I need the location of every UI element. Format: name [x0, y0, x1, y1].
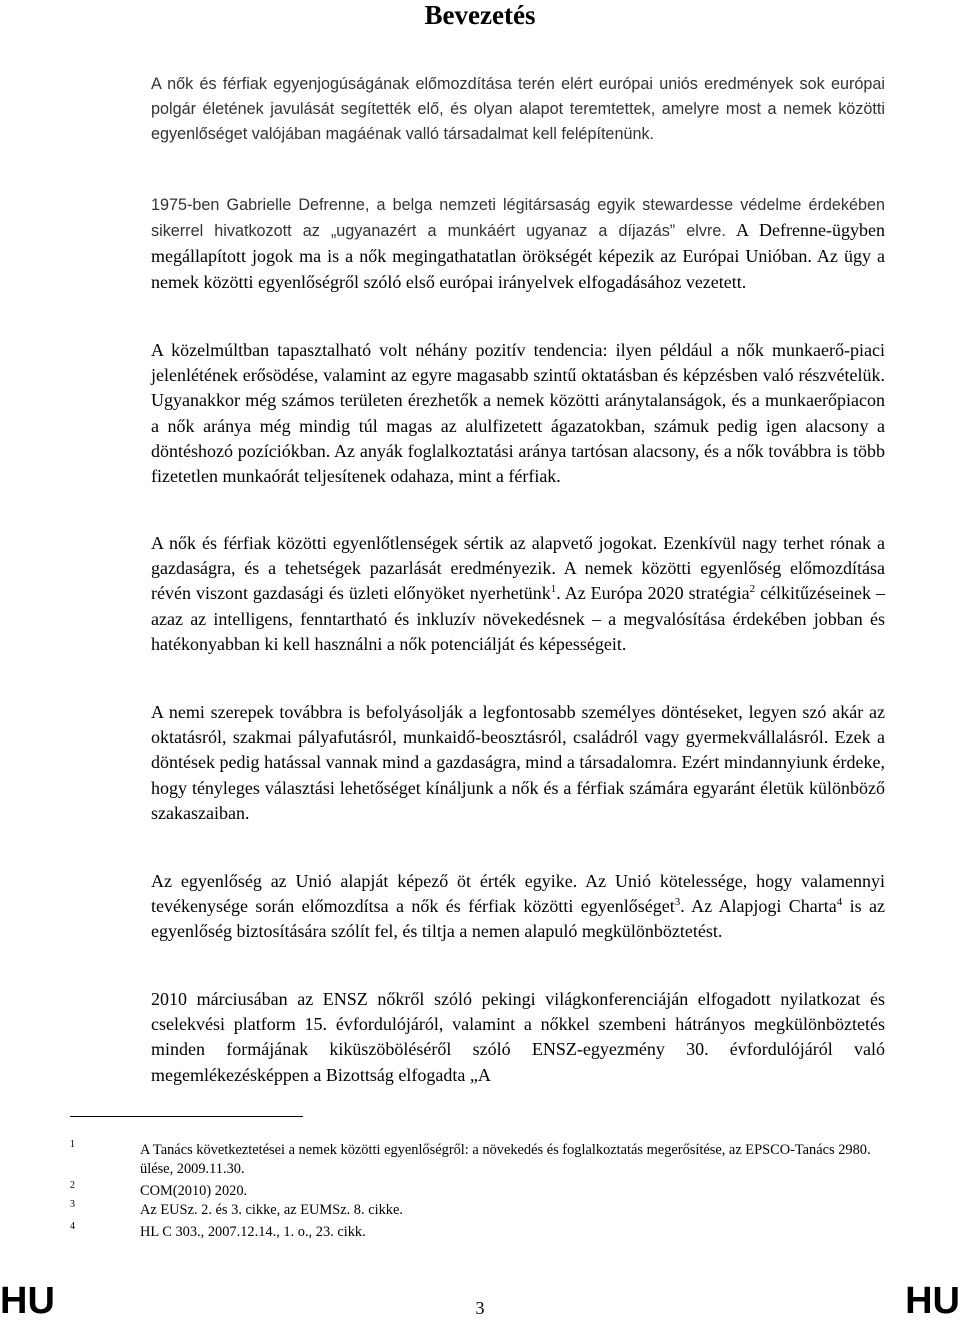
footnote-text: A Tanács következtetései a nemek közötti egyenlőségről: a növekedés és foglalkoztatás megerősítése, az EPSCO-Tanács 2980. ülése, 2009.11.30.: [140, 1142, 871, 1177]
footnote-ref-2[interactable]: 2: [749, 583, 756, 596]
footnote-number: 3: [70, 1199, 75, 1210]
page-number: 3: [475, 1298, 485, 1318]
paragraph-6: [151, 869, 885, 945]
page-title: Bevezetés: [424, 0, 536, 30]
paragraph-7: 2010 márciusában az ENSZ nőkről szóló pekingi világkonferenciáján elfogadott nyilatkozat és cselekvési platform 15. évfordulójáról, valamint a nőkkel szembeni hátrányos megkülönböztetés minden formájának kiküszöböléséről szóló ENSZ-egyezmény 30. évfordulójáról való megemlékezésképpen a Bizottság elfogadta „A: [151, 989, 885, 1085]
footnote-number: 2: [70, 1180, 75, 1191]
paragraph-2: [151, 192, 885, 295]
footnote-ref-4[interactable]: 4: [836, 896, 843, 909]
paragraph-2-part-b: A Defrenne-ügyben megállapított jogok ma is a nők megingathatatlan örökségét képezik az Európai Unióban. Az ügy a nemek közötti egyenlőségről szóló első európai irányelvek elfogadásához vezetett.: [151, 220, 885, 292]
paragraph-6-part-b: . Az Alapjogi Charta: [680, 896, 837, 917]
footnote-divider: [70, 1116, 303, 1117]
footnote-ref-1[interactable]: 1: [550, 583, 557, 596]
footnote-ref-3[interactable]: 3: [674, 896, 681, 909]
paragraph-6-part-a: Az egyenlőség az Unió alapját képező öt érték egyike. Az Unió kötelessége, hogy valamennyi tevékenysége során előmozdítsa a nők és férfiak közötti egyenlőséget: [151, 871, 885, 917]
language-code-left: HU: [0, 1280, 55, 1322]
footnote-text: COM(2010) 2020.: [140, 1183, 248, 1199]
paragraph-2-part-a: 1975-ben Gabrielle Defrenne, a belga nemzeti légitársaság egyik stewardesse védelme érdekében sikerrel hivatkozott az „ugyanazért a munkáért ugyanaz a díjazás” elvre.: [151, 196, 885, 241]
language-code-right: HU: [905, 1280, 960, 1322]
paragraph-6-part-c: is az egyenlőség biztosítására szólít fel, és tiltja a nemen alapuló megkülönböztetést.: [151, 896, 885, 942]
paragraph-4-part-c: célkitűzéseinek – azaz az intelligens, fenntartható és inkluzív növekedésnek – a megvalósítása érdekében jobban és hatékonyabban ki kell használni a nők potenciálját és képességeit.: [151, 583, 885, 654]
footnote-text: HL C 303., 2007.12.14., 1. o., 23. cikk.: [140, 1224, 366, 1240]
paragraph-4: [151, 531, 885, 657]
paragraph-1: A nők és férfiak egyenjogúságának előmozdítása terén elért európai uniós eredmények sok európai polgár életének javulását segítették elő, és olyan alapot teremtettek, amelyre most a nemek közötti egyenlőséget valójában magáénak valló társadalmat kell felépítenünk.: [151, 75, 885, 144]
paragraph-5: A nemi szerepek továbbra is befolyásolják a legfontosabb személyes döntéseket, legyen szó akár az oktatásról, szakmai pályafutásról, munkaidő-beosztásról, családról vagy gyermekvállalásról. Ezek a döntések pedig hatással vannak mind a gazdaságra, mind a társadalomra. Ezért mindannyiunk érdeke, hogy tényleges választási lehetőséget kínáljunk a nők és a férfiak számára egyaránt életük különböző szakaszaiban.: [151, 702, 885, 823]
paragraph-4-part-b: . Az Európa 2020 stratégia: [556, 583, 750, 604]
footnote-number: 4: [70, 1221, 75, 1232]
paragraph-4-part-a: A nők és férfiak közötti egyenlőtlenségek sértik az alapvető jogokat. Ezenkívül nagy terhet rónak a gazdaságra, és a tehetségek pazarlását eredményezik. A nemek közötti egyenlőség előmozdítása révén viszont gazdasági és üzleti előnyöket nyerhetünk: [151, 533, 885, 604]
footnote-number: 1: [70, 1139, 75, 1150]
paragraph-3: A közelmúltban tapasztalható volt néhány pozitív tendencia: ilyen például a nők munkaerő-piaci jelenlétének erősödése, valamint az egyre magasabb szintű oktatásban és képzésben való részvételük. Ugyanakkor még számos területen érezhetők a nemek közötti aránytalanságok, és a munkaerőpiacon a nők aránya még mindig túl magas az alulfizetett ágazatokban, számuk pedig igen alacsony a döntéshozó pozíciókban. Az anyák foglalkoztatási aránya tartósan alacsony, és a nők továbbra is több fizetetlen munkaórát teljesítenek odahaza, mint a férfiak.: [151, 340, 885, 487]
footnote-text: Az EUSz. 2. és 3. cikke, az EUMSz. 8. cikke.: [140, 1202, 403, 1218]
